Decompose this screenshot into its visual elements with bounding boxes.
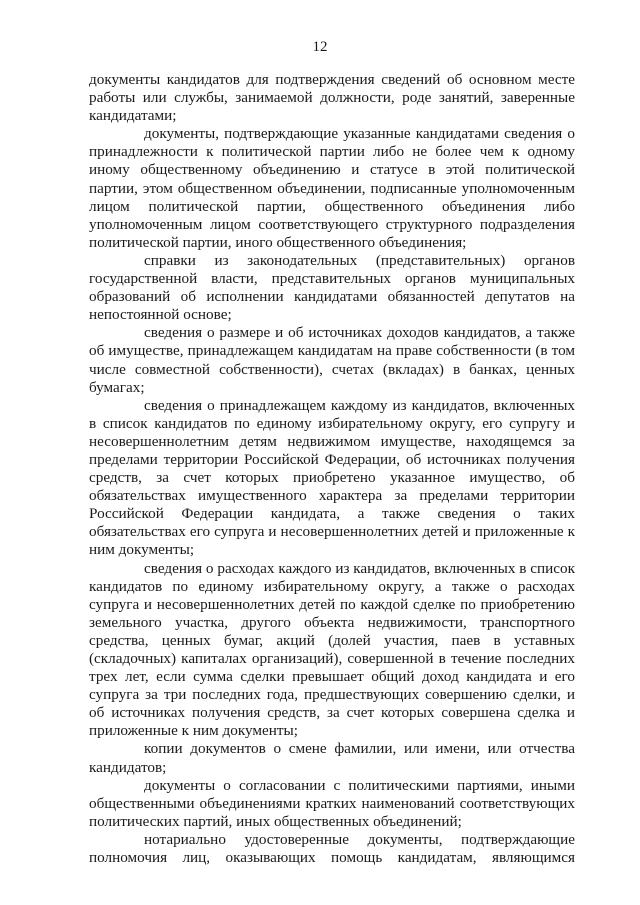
paragraph-6: сведения о расходах каждого из кандидатов, включенных в список кандидатов по единому избирательному округу, а также о расходах супруга и несовершеннолетних детей по каждой сделке по приобретению земельного участка, другого объекта недвижимости, транспортного средства, ценных бумаг, акций (долей участия, паев в уставных (складочных) капиталах организаций), совершенной в течение последних трех лет, если сумма сделки превышает общий доход кандидата и его супруга за три последних года, предшествующих совершению сделки, и об источниках получения средств, за счет которых совершена сделка и приложенные к ним документы; (89, 559, 575, 740)
paragraph-3: справки из законодательных (представительных) органов государственной власти, представительных органов муниципальных образований об исполнении кандидатами обязанностей депутатов на непостоянной основе; (89, 251, 575, 324)
paragraph-5: сведения о принадлежащем каждому из кандидатов, включенных в список кандидатов по единому избирательному округу, его супругу и несовершеннолетним детям недвижимом имуществе, находящемся за пределами территории Российской Федерации, об источниках получения средств, за счет которых приобретено указанное имущество, об обязательствах имущественного характера за пределами территории Российской Федерации кандидата, а также сведения о таких обязательствах его супруга и несовершеннолетних детей и приложенные к ним документы; (89, 396, 575, 559)
page-number: 12 (312, 39, 328, 55)
paragraph-8: документы о согласовании с политическими партиями, иными общественными объединениями кратких наименований соответствующих политических партий, иных общественных объединений; (89, 776, 575, 830)
paragraph-4: сведения о размере и об источниках доходов кандидатов, а также об имуществе, принадлежащем кандидатам на праве собственности (в том числе совместной собственности), счетах (вкладах) в банках, ценных бумагах; (89, 324, 575, 396)
paragraph-2: документы, подтверждающие указанные кандидатами сведения о принадлежности к политической партии либо не более чем к одному иному общественному объединению и статусе в этой политической партии, этом общественном объединении, подписанные уполномоченным лицом политической партии, общественного объединения либо уполномоченным лицом соответствующего структурного подразделения политической партии, иного общественного объединения; (89, 125, 575, 251)
paragraph-9: нотариально удостоверенные документы, подтверждающие полномочия лиц, оказывающих помощь кандидатам, являющимся (89, 830, 575, 867)
document-body (89, 71, 575, 867)
paragraph-7: копии документов о смене фамилии, или имени, или отчества кандидатов; (89, 740, 575, 776)
paragraph-1: документы кандидатов для подтверждения сведений об основном месте работы или службы, занимаемой должности, роде занятий, заверенные кандидатами; (89, 71, 575, 125)
